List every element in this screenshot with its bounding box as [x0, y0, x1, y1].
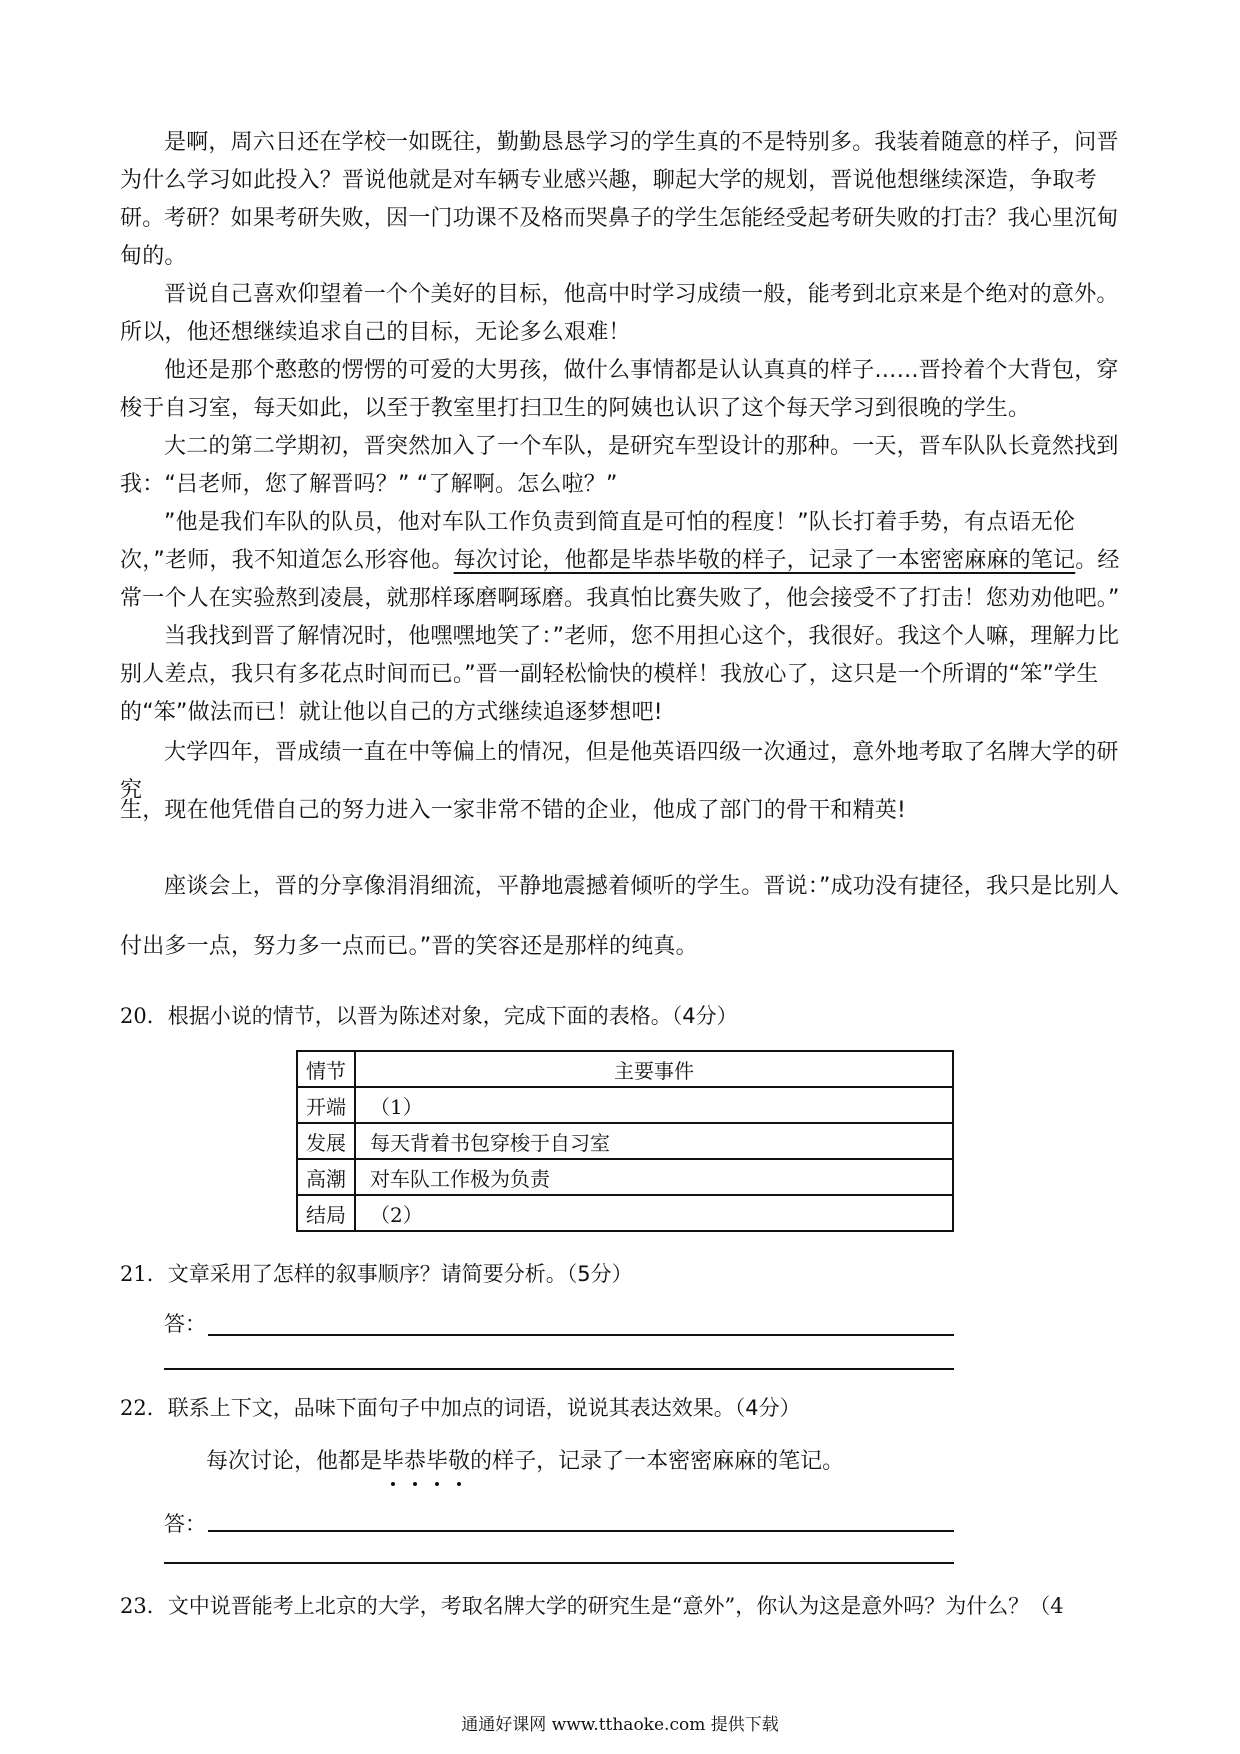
plot-events-table	[296, 1050, 954, 1232]
answer-cell[interactable]: （1）	[355, 1087, 953, 1123]
story-paragraph-6: ”他是我们车队的队员，他对车队工作负责到简直是可怕的程度！”队长打着手势，有点语无伦次，”老师，我不知道怎么形容他。每次讨论，他都是毕恭毕敬的样子，记录了一本密密麻麻的笔记。经常一个人在实验熬到凌晨，就那样琢磨啊琢磨。我真怕比赛失败了，他会接受不了打击！您劝劝他吧。”	[120, 510, 1120, 611]
table-header-row	[297, 1051, 953, 1087]
story-paragraph-9-line-2: 付出多一点，努力多一点而已。”晋的笑容还是那样的纯真。	[120, 934, 698, 959]
answer-line[interactable]	[208, 1334, 954, 1336]
story-paragraph-1: 是啊，周六日还在学校一如既往，勤勤恳恳学习的学生真的不是特别多。我装着随意的样子，问晋为什么学习如此投入？晋说他就是对车辆专业感兴趣，聊起大学的规划，晋说他想继续深造，争取考研。	[120, 130, 1119, 231]
table-row	[297, 1159, 953, 1195]
table-row	[297, 1123, 953, 1159]
story-paragraph-7: 当我找到晋了解情况时，他嘿嘿地笑了：”老师，您不用担心这个，我很好。我这个人嘛，理解力比别人差点，我只有多花点时间而已。”晋一副轻松愉快的模样！我放心了，这只是一个所谓的“笨”学生的“笨”做法而已！就让他以自己的方式继续追逐梦想吧!	[120, 624, 1120, 725]
question-23: 23．文中说晋能考上北京的大学，考取名牌大学的研究生是“意外”，你认为这是意外吗？为什么？（4	[120, 1594, 1064, 1618]
answer-cell[interactable]: （2）	[355, 1195, 953, 1231]
underlined-sentence: 每次讨论，他都是毕恭毕敬的样子，记录了一本密密麻麻的笔记	[453, 548, 1076, 573]
answer-line[interactable]	[164, 1368, 954, 1370]
dotted-char: 恭	[404, 1446, 426, 1478]
page-footer: 通通好课网 www.tthaoke.com 提供下载	[461, 1715, 779, 1735]
answer-label: 答：	[164, 1512, 206, 1536]
question-20: 20．根据小说的情节，以晋为陈述对象，完成下面的表格。（4分）	[120, 1004, 738, 1028]
table-cell: 开端	[297, 1087, 355, 1123]
table-row	[297, 1195, 953, 1231]
dotted-char: 敬	[448, 1446, 470, 1478]
dotted-char: 毕	[382, 1446, 404, 1478]
table-row	[297, 1087, 953, 1123]
question-21: 21．文章采用了怎样的叙事顺序？请简要分析。（5分）	[120, 1262, 633, 1286]
table-cell: 对车队工作极为负责	[355, 1159, 953, 1195]
dotted-char: 毕	[426, 1446, 448, 1478]
answer-line[interactable]	[208, 1530, 954, 1532]
table-cell: 发展	[297, 1123, 355, 1159]
story-paragraph-4: 他还是那个憨憨的愣愣的可爱的大男孩，做什么事情都是认认真真的样子……晋拎着个大背包，穿梭于自习室，每天如此，以至于教室里打扫卫生的阿姨也认识了这个每天学习到很晚的学生。	[120, 358, 1119, 421]
quoted-sentence: 每次讨论，他都是毕恭毕敬的样子，记录了一本密密麻麻的笔记。	[206, 1446, 844, 1478]
story-paragraph-8-line-1: 大学四年，晋成绩一直在中等偏上的情况，但是他英语四级一次通过，意外地考取了名牌大学的研究	[120, 740, 1119, 803]
story-paragraph-8-line-2: 生，现在他凭借自己的努力进入一家非常不错的企业，他成了部门的骨干和精英!	[120, 798, 907, 823]
story-paragraph-5: 大二的第二学期初，晋突然加入了一个车队，是研究车型设计的那种。一天，晋车队队长竟然找到我：“吕老师，您了解晋吗？” “了解啊。怎么啦？”	[120, 434, 1119, 497]
story-paragraph-3: 晋说自己喜欢仰望着一个个美好的目标，他高中时学习成绩一般，能考到北京来是个绝对的意外。所以，他还想继续追求自己的目标，无论多么艰难！	[120, 282, 1119, 345]
question-22: 22．联系上下文，品味下面句子中加点的词语，说说其表达效果。（4分）	[120, 1396, 801, 1420]
table-header-cell: 情节	[297, 1051, 355, 1087]
story-paragraph-9-line-1: 座谈会上，晋的分享像涓涓细流，平静地震撼着倾听的学生。晋说：”成功没有捷径，我只是比别人	[164, 874, 1120, 899]
answer-line[interactable]	[164, 1562, 954, 1564]
table-cell: 结局	[297, 1195, 355, 1231]
story-paragraph-2: 考研？如果考研失败，因一门功课不及格而哭鼻子的学生怎能经受起考研失败的打击？我心里沉甸甸的。	[120, 206, 1119, 269]
table-header-cell: 主要事件	[355, 1051, 953, 1087]
table-cell: 高潮	[297, 1159, 355, 1195]
table-cell: 每天背着书包穿梭于自习室	[355, 1123, 953, 1159]
answer-label: 答：	[164, 1312, 206, 1336]
